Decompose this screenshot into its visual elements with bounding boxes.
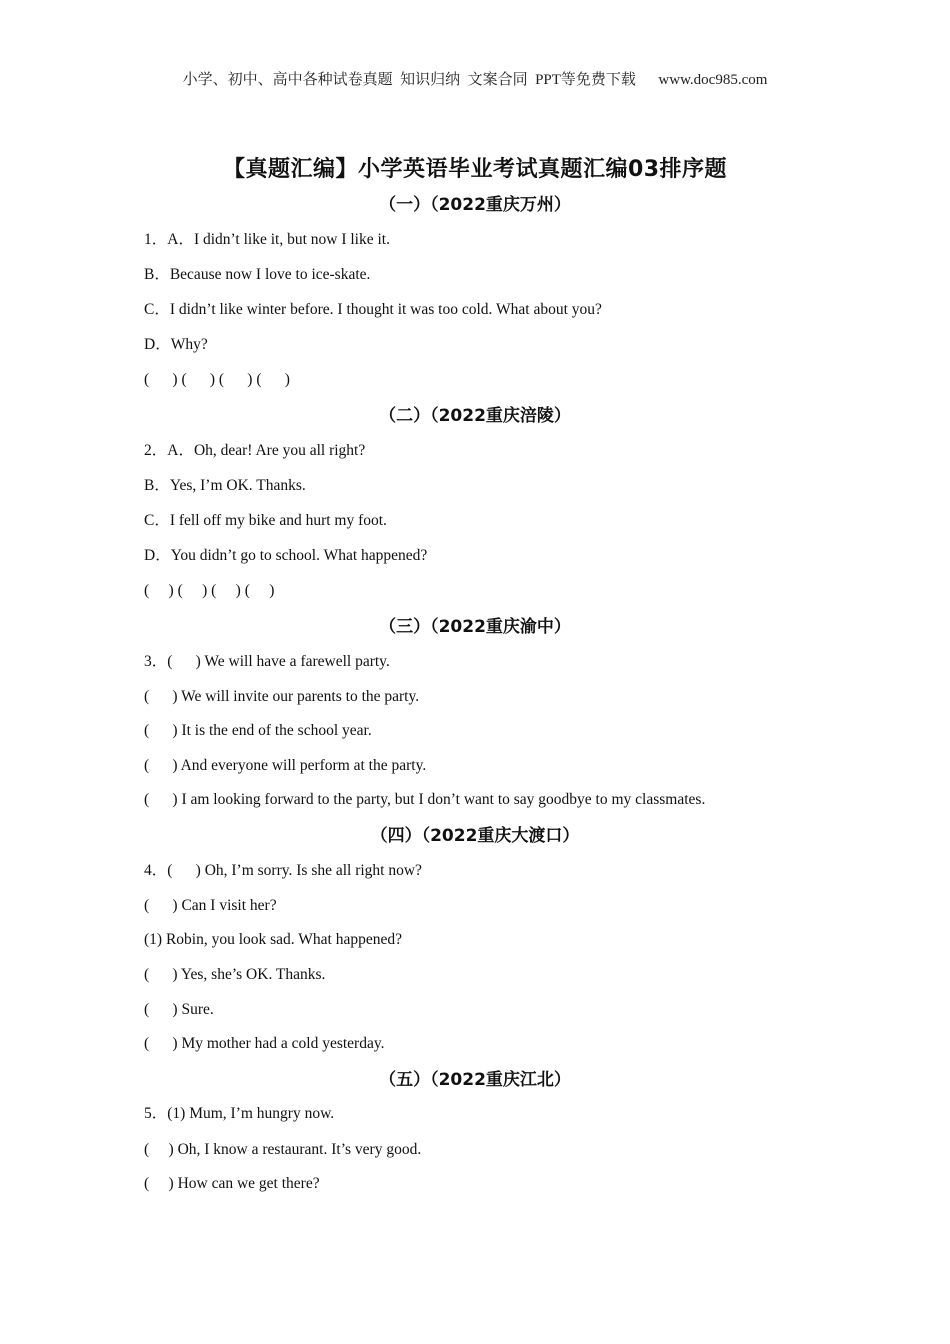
question-1-option-b: B．Because now I love to ice-skate. [144,266,371,283]
question-5-line: ( ) How can we get there? [144,1175,320,1192]
question-3-line: ( ) We will invite our parents to the party. [144,688,420,705]
question-1-answer-blanks: ( ) ( ) ( ) ( ) [144,371,290,388]
question-2-option-a: 2．A．Oh, dear! Are you all right? [144,442,366,459]
section-heading-1: （一）（2022重庆万州） [379,195,571,215]
question-4-line: ( ) Sure. [144,1001,214,1018]
section-heading-4: （四）（2022重庆大渡口） [370,826,580,846]
question-3-line: 3．( ) We will have a farewell party. [144,653,390,670]
question-2-option-b: B．Yes, I’m OK. Thanks. [144,477,306,494]
question-2-option-c: C．I fell off my bike and hurt my foot. [144,512,387,529]
section-heading-5: （五）（2022重庆江北） [379,1070,571,1090]
section-heading-2: （二）（2022重庆涪陵） [379,406,571,426]
question-4-line: ( ) Can I visit her? [144,897,277,914]
question-4-line: ( ) Yes, she’s OK. Thanks. [144,966,326,983]
document-title: 【真题汇编】小学英语毕业考试真题汇编03排序题 [222,157,728,182]
question-1-option-a: 1．A．I didn’t like it, but now I like it. [144,231,390,248]
question-3-line: ( ) It is the end of the school year. [144,722,372,739]
question-4-line: ( ) My mother had a cold yesterday. [144,1035,385,1052]
question-3-line: ( ) And everyone will perform at the party. [144,757,427,774]
question-1-option-d: D．Why? [144,336,208,353]
question-1-option-c: C．I didn’t like winter before. I thought it was too cold. What about you? [144,301,602,318]
question-4-line: (1) Robin, you look sad. What happened? [144,931,402,948]
question-5-line: ( ) Oh, I know a restaurant. It’s very good. [144,1141,422,1158]
page-header: 小学、初中、高中各种试卷真题 知识归纳 文案合同 PPT等免费下载 www.doc985.com [182,72,768,88]
question-5-line: 5．(1) Mum, I’m hungry now. [144,1105,335,1122]
question-2-answer-blanks: ( ) ( ) ( ) ( ) [144,582,275,599]
question-2-option-d: D．You didn’t go to school. What happened? [144,547,428,564]
question-4-line: 4．( ) Oh, I’m sorry. Is she all right now? [144,862,422,879]
section-heading-3: （三）（2022重庆渝中） [379,617,571,637]
question-3-line: ( ) I am looking forward to the party, but I don’t want to say goodbye to my classmates. [144,791,706,808]
